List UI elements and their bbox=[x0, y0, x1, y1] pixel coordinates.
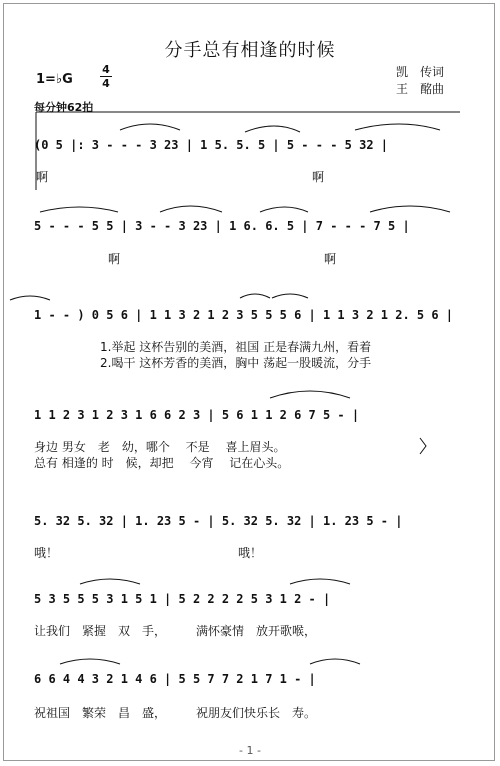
notation-row-2: 5 - - - 5 5 | 3 - - 3 23 | 1 6. 6. 5 | 7 - - - 7 5 | bbox=[34, 219, 410, 233]
notation-row-1: (0 5 |: 3 - - - 3 23 | 1 5. 5. 5 | 5 - - - 5 32 | bbox=[34, 138, 389, 152]
notation-row-6: 5 3 5 5 5 3 1 5 1 | 5 2 2 2 2 5 3 1 2 - | bbox=[34, 592, 331, 606]
tempo-marking: 每分钟62拍 bbox=[34, 101, 94, 114]
song-title: 分手总有相逢的时候 bbox=[164, 40, 336, 61]
lyric-row-6: 让我们 紧握 双 手， 满怀豪情 放开歌喉， bbox=[34, 624, 317, 638]
time-signature-top: 4 bbox=[102, 63, 110, 76]
lyricist-credit: 凯 传词 bbox=[396, 65, 445, 79]
lyric-row-3-verse-2: 2.喝干 这杯芳香的美酒，胸中 荡起一股暖流，分手 bbox=[100, 356, 372, 370]
notation-row-7: 6 6 4 4 3 2 1 4 6 | 5 5 7 7 2 1 7 1 - | bbox=[34, 672, 316, 686]
page-number: - 1 - bbox=[239, 744, 261, 757]
lyric-row-2: 啊 啊 bbox=[36, 252, 337, 266]
notation-row-3: 1 - - ) 0 5 6 | 1 1 3 2 1 2 3 5 5 5 6 | 1 1 3 2 1 2. 5 6 | bbox=[34, 308, 454, 322]
time-signature-bottom: 4 bbox=[102, 77, 110, 90]
lyric-row-1: 啊 啊 bbox=[36, 170, 325, 184]
lyric-row-4-verse-2: 总有 相逢的 时 候，却把 今宵 记在心头。 bbox=[34, 456, 290, 470]
lyric-row-7: 祝祖国 繁荣 昌 盛， 祝朋友们快乐长 寿。 bbox=[34, 706, 317, 720]
lyric-row-5: 哦！ 哦！ bbox=[34, 546, 263, 560]
composer-credit: 王 酩曲 bbox=[396, 82, 445, 96]
lyric-row-4-verse-1: 身边 男女 老 幼，哪个 不是 喜上眉头。 bbox=[34, 440, 286, 454]
lyric-row-3-verse-1: 1.举起 这杯告别的美酒，祖国 正是春满九州，看着 bbox=[100, 340, 372, 354]
notation-row-4: 1 1 2 3 1 2 3 1 6 6 2 3 | 5 6 1 1 2 6 7 5 - | bbox=[34, 408, 360, 422]
key-signature: 1=♭G bbox=[36, 72, 73, 87]
notation-row-5: 5. 32 5. 32 | 1. 23 5 - | 5. 32 5. 32 | 1. 23 5 - | bbox=[34, 514, 403, 528]
